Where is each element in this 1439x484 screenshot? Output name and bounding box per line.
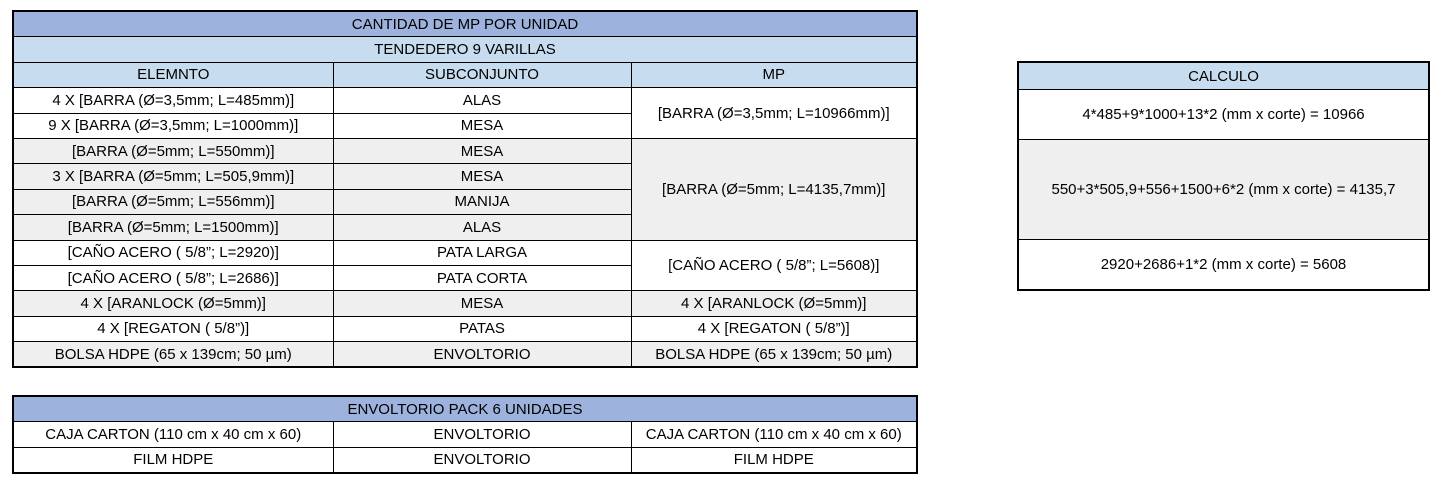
cell-subconjunto: ENVOLTORIO xyxy=(333,447,631,473)
cell-mp: FILM HDPE xyxy=(631,447,917,473)
cell-elemento: FILM HDPE xyxy=(13,447,333,473)
cell-elemento: [CAÑO ACERO ( 5/8”; L=2686)] xyxy=(13,265,333,290)
cell-elemento: [BARRA (Ø=5mm; L=556mm)] xyxy=(13,189,333,214)
cell-elemento: BOLSA HDPE (65 x 139cm; 50 µm) xyxy=(13,342,333,368)
cell-subconjunto: MESA xyxy=(333,113,631,138)
cell-elemento: 3 X [BARRA (Ø=5mm; L=505,9mm)] xyxy=(13,164,333,189)
cell-subconjunto: MESA xyxy=(333,138,631,163)
envoltorio-pack-table xyxy=(12,395,918,474)
table-row xyxy=(13,291,917,316)
cell-mp-group: [CAÑO ACERO ( 5/8”; L=5608)] xyxy=(631,240,917,291)
table-title: CANTIDAD DE MP POR UNIDAD xyxy=(13,11,917,37)
cell-subconjunto: PATA LARGA xyxy=(333,240,631,265)
column-header-elemento: ELEMNTO xyxy=(13,62,333,87)
calculo-table xyxy=(1017,61,1430,291)
cell-subconjunto: MESA xyxy=(333,164,631,189)
cell-subconjunto: ALAS xyxy=(333,88,631,113)
cell-subconjunto: PATA CORTA xyxy=(333,265,631,290)
cell-mp: 4 X [REGATON ( 5/8”)] xyxy=(631,316,917,341)
cell-mp: BOLSA HDPE (65 x 139cm; 50 µm) xyxy=(631,342,917,368)
cell-mp: CAJA CARTON (110 cm x 40 cm x 60) xyxy=(631,422,917,447)
table-row xyxy=(13,88,917,113)
table-row xyxy=(13,342,917,368)
cantidad-mp-table xyxy=(12,10,918,368)
column-header-mp: MP xyxy=(631,62,917,87)
table-row xyxy=(13,447,917,473)
table-row xyxy=(13,240,917,265)
cell-mp-group: [BARRA (Ø=3,5mm; L=10966mm)] xyxy=(631,88,917,139)
cell-elemento: 4 X [BARRA (Ø=3,5mm; L=485mm)] xyxy=(13,88,333,113)
column-header-subconjunto: SUBCONJUNTO xyxy=(333,62,631,87)
table-subtitle-row xyxy=(13,37,917,62)
table-title-row xyxy=(13,11,917,37)
table-title-row xyxy=(1018,62,1429,90)
calc-cell: 550+3*505,9+556+1500+6*2 (mm x corte) = 4135,7 xyxy=(1018,140,1429,240)
cell-subconjunto: MANIJA xyxy=(333,189,631,214)
cell-subconjunto: ALAS xyxy=(333,215,631,240)
table-row xyxy=(13,422,917,447)
table-title: ENVOLTORIO PACK 6 UNIDADES xyxy=(13,396,917,422)
table-title: CALCULO xyxy=(1018,62,1429,90)
table-subtitle: TENDEDERO 9 VARILLAS xyxy=(13,37,917,62)
cell-elemento: [BARRA (Ø=5mm; L=550mm)] xyxy=(13,138,333,163)
table-title-row xyxy=(13,396,917,422)
cell-elemento: 4 X [REGATON ( 5/8”)] xyxy=(13,316,333,341)
cell-mp-group: [BARRA (Ø=5mm; L=4135,7mm)] xyxy=(631,138,917,240)
table-row xyxy=(1018,140,1429,240)
cell-elemento: [BARRA (Ø=5mm; L=1500mm)] xyxy=(13,215,333,240)
table-row xyxy=(13,316,917,341)
table-row xyxy=(1018,240,1429,291)
cell-elemento: [CAÑO ACERO ( 5/8”; L=2920)] xyxy=(13,240,333,265)
cell-subconjunto: PATAS xyxy=(333,316,631,341)
calc-cell: 4*485+9*1000+13*2 (mm x corte) = 10966 xyxy=(1018,90,1429,140)
cell-elemento: CAJA CARTON (110 cm x 40 cm x 60) xyxy=(13,422,333,447)
cell-subconjunto: ENVOLTORIO xyxy=(333,422,631,447)
calc-cell: 2920+2686+1*2 (mm x corte) = 5608 xyxy=(1018,240,1429,291)
cell-elemento: 4 X [ARANLOCK (Ø=5mm)] xyxy=(13,291,333,316)
table-row xyxy=(1018,90,1429,140)
table-row xyxy=(13,138,917,163)
cell-elemento: 9 X [BARRA (Ø=3,5mm; L=1000mm)] xyxy=(13,113,333,138)
cell-mp: 4 X [ARANLOCK (Ø=5mm)] xyxy=(631,291,917,316)
column-header-row xyxy=(13,62,917,87)
cell-subconjunto: MESA xyxy=(333,291,631,316)
cell-subconjunto: ENVOLTORIO xyxy=(333,342,631,368)
